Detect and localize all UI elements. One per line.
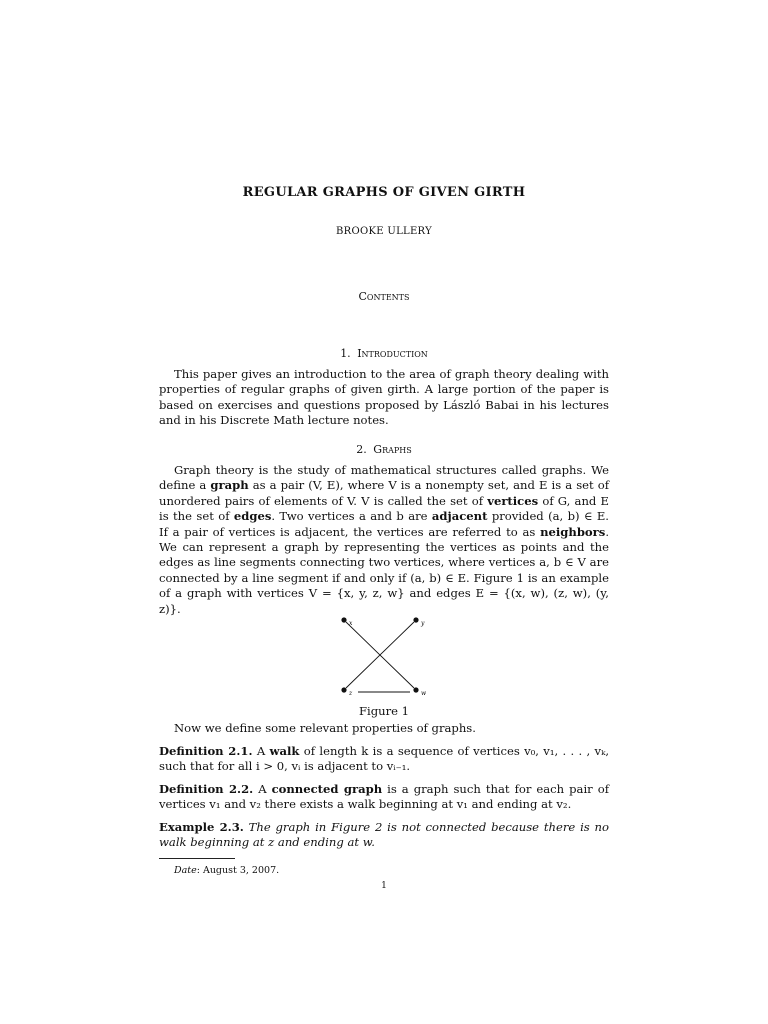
definition-term: walk [269,744,300,758]
figure-caption: Figure 1 [358,704,410,718]
example-label: Example 2.3. [159,820,244,834]
term-neighbors: neighbors [540,524,606,539]
section-number: 2. [356,443,367,456]
text-run: Graph theory is the study of mathematical structures called graphs. We define a [159,463,609,493]
term-adjacent: adjacent [431,509,488,524]
footnote-text: : August 3, 2007. [196,865,280,876]
paper-title: REGULAR GRAPHS OF GIVEN GIRTH [242,185,526,200]
example-2-3 [159,820,609,851]
intro-paragraph: This paper gives an introduction to the area of graph theory dealing with properties of regular graphs of given girth. A large portion of the paper is based on exercises and questions proposed by László Babai in his lectures and in his Discrete Math lecture notes. [159,367,609,428]
text-run: is a graph such that for each pair of vertices v₁ and v₂ there exists a walk beginning at v₁ and ending at v₂. [159,782,609,812]
text-run: . We can represent a graph by representing the vertices as points and the edges as line segments connecting two vertices, where vertices a, b ∈ V are connected by a line segment if and only if (a, b) ∈ E. Figure 1 is an example of a graph with vertices V = {x, y, z, w} and edges E = {(x, w), (z, w), (y, z)}. [159,524,609,616]
section-heading-introduction [0,347,768,360]
text-run: of G, and E is the set of [159,493,609,524]
after-figure-text: Now we define some relevant properties of graphs. [174,721,476,735]
vertex-w [413,687,418,692]
term-vertices: vertices [487,493,539,508]
footnote [174,865,279,876]
section-heading-graphs [0,443,768,456]
example-body: The graph in Figure 2 is not connected because there is no walk beginning at z and ending at w. [159,820,609,850]
definition-2-1 [159,744,609,775]
definition-2-2 [159,782,609,813]
term-graph: graph [210,478,249,493]
graph-figure [334,610,434,705]
section-title: Introduction [357,347,428,360]
term-edges: edges [233,509,272,524]
contents-heading: Contents [358,290,410,303]
definition-label: Definition 2.1. [159,744,253,758]
paper-author: BROOKE ULLERY [336,226,432,237]
graphs-paragraph [159,463,609,617]
text-run: of length k is a sequence of vertices v₀, v₁, . . . , vₖ, such that for all i > 0, vᵢ is adjacent to vᵢ₋₁. [159,744,610,774]
text-run: A [252,744,270,758]
vertex-z [341,687,346,692]
text-run: A [253,782,272,796]
text-run: as a pair (V, E), where V is a nonempty set, and E is a set of unordered pairs of elements of V. V is called the set of [159,478,609,508]
text-run: . Two vertices a and b are [271,509,432,524]
vertex-label-y: y [421,620,425,627]
section-title: Graphs [373,443,412,456]
vertex-label-w: w [421,690,427,697]
footnote-rule [159,858,235,859]
footnote-label: Date [174,865,197,876]
vertex-label-x: x [349,620,353,627]
vertex-x [341,617,346,622]
page-number: 1 [381,881,387,891]
vertex-y [413,617,418,622]
section-number: 1. [340,347,351,360]
text-run: provided (a, b) ∈ E. If a pair of vertices is adjacent, the vertices are referred to as [159,509,609,539]
vertex-label-z: z [349,690,353,697]
definition-label: Definition 2.2. [159,782,254,796]
definition-term: connected graph [271,782,383,796]
